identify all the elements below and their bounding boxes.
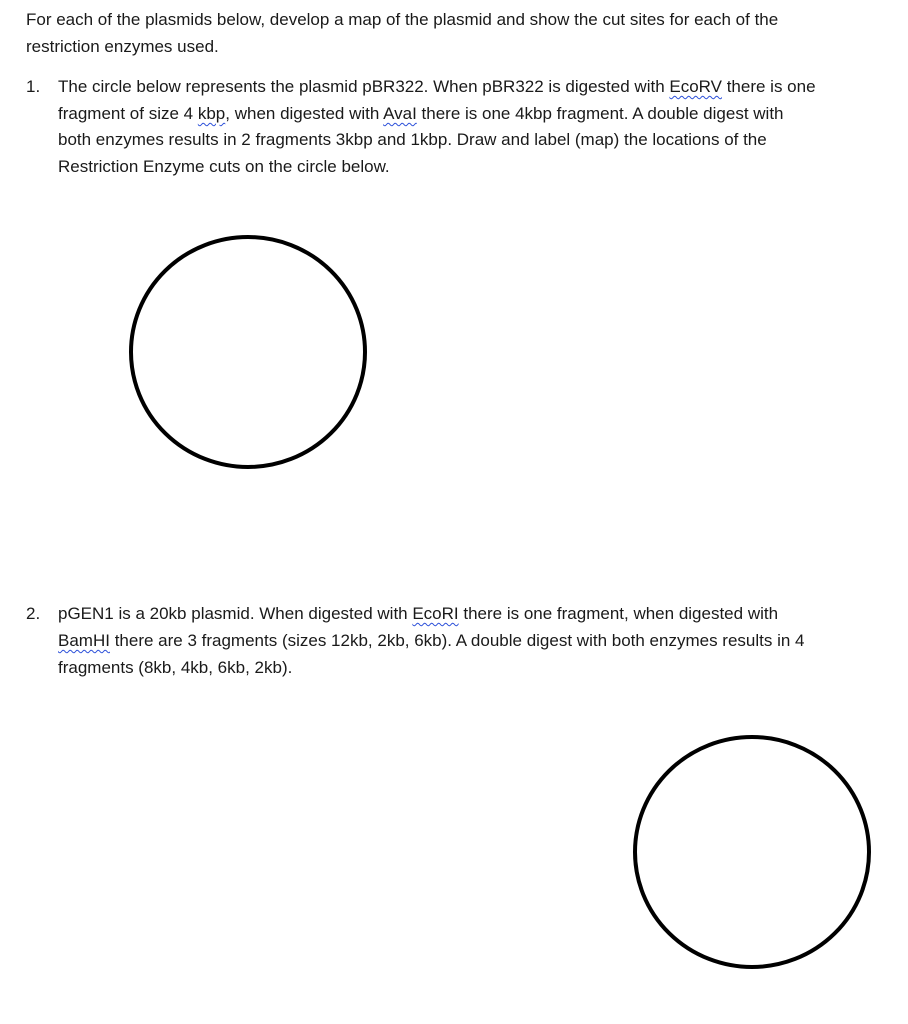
pbr322-circle-outline — [131, 237, 365, 467]
q1-number: 1. — [26, 77, 41, 96]
q1-enzyme-ecorv: EcoRV — [669, 77, 722, 96]
q1-line-3: both enzymes results in 2 fragments 3kbp and 1kbp. Draw and label (map) the locations of the — [58, 130, 767, 149]
q2-text-2b: there are 3 fragments (sizes 12kb, 2kb, 6kb). A double digest with both enzymes results in 4 — [109, 631, 805, 650]
q1-text-2a: fragment of size 4 — [58, 104, 198, 123]
intro-line-1: For each of the plasmids below, develop a map of the plasmid and show the cut sites for each of the — [26, 10, 779, 29]
q1-text-2c: there is one 4kbp fragment. A double digest with — [416, 104, 784, 123]
q1-text-1b: there is one — [721, 77, 816, 96]
q2-line-1 — [26, 604, 778, 624]
q2-line-2 — [58, 631, 805, 651]
q2-text-1b: there is one fragment, when digested with — [458, 604, 779, 623]
q2-text-1a: pGEN1 is a 20kb plasmid. When digested with — [58, 604, 413, 623]
q1-text-1a: The circle below represents the plasmid pBR322. When pBR322 is digested with — [58, 77, 670, 96]
intro-line-2: restriction enzymes used. — [26, 37, 219, 56]
q1-text-2b: , when digested with — [225, 104, 384, 123]
q2-line-3: fragments (8kb, 4kb, 6kb, 2kb). — [58, 658, 293, 677]
q1-line-1 — [26, 77, 816, 97]
pbr322-plasmid-circle[interactable] — [124, 232, 372, 472]
pgen1-plasmid-circle[interactable] — [630, 733, 876, 971]
q1-line-4: Restriction Enzyme cuts on the circle below. — [58, 157, 390, 176]
q1-enzyme-aval: AvaI — [383, 104, 417, 123]
pgen1-circle-outline — [635, 737, 869, 967]
q2-number: 2. — [26, 604, 41, 623]
q2-enzyme-bamhi: BamHI — [58, 631, 110, 650]
q2-enzyme-ecori: EcoRI — [412, 604, 459, 623]
q1-line-2 — [58, 104, 784, 124]
q1-unit-kbp: kbp — [197, 104, 226, 123]
